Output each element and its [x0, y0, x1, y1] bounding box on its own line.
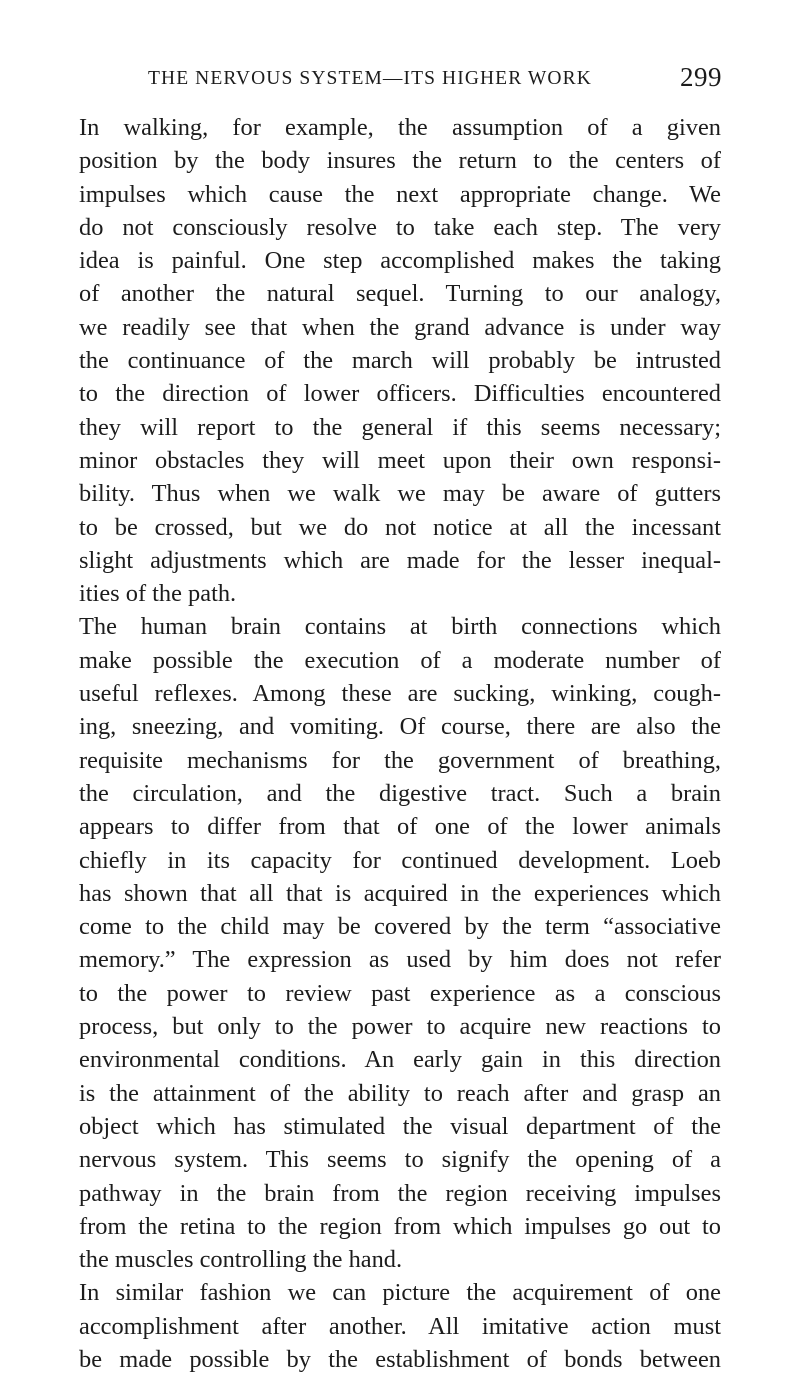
text-line: pathway in the brain from the region receiving impulses: [79, 1179, 721, 1207]
text-line: The human brain contains at birth connections which: [79, 613, 721, 641]
text-line: useful reflexes. Among these are sucking, winking, cough-: [79, 680, 721, 708]
text-line: In walking, for example, the assumption of a given: [79, 114, 721, 141]
text-line: requisite mechanisms for the government of breathing,: [79, 746, 721, 774]
text-line: accomplishment after another. All imitative action must: [79, 1312, 721, 1340]
text-line: be made possible by the establishment of bonds between: [79, 1345, 721, 1373]
text-line: come to the child may be covered by the term “associative: [79, 913, 721, 941]
text-line: has shown that all that is acquired in the experiences which: [79, 879, 721, 907]
text-line: bility. Thus when we walk we may be aware of gutters: [79, 480, 721, 508]
text-line: chiefly in its capacity for continued development. Loeb: [79, 846, 721, 874]
text-line: ing, sneezing, and vomiting. Of course, there are also the: [79, 713, 721, 741]
text-line: to the direction of lower officers. Difficulties encountered: [79, 380, 721, 408]
text-line: they will report to the general if this seems necessary;: [79, 413, 721, 441]
text-line: nervous system. This seems to signify the opening of a: [79, 1146, 721, 1174]
text-line: impulses which cause the next appropriate change. We: [79, 180, 721, 208]
text-line: from the retina to the region from which impulses go out to: [79, 1212, 721, 1240]
body-text: [79, 111, 721, 1376]
text-line: position by the body insures the return to the centers of: [79, 147, 721, 175]
text-line: do not consciously resolve to take each step. The very: [79, 213, 721, 241]
text-line: slight adjustments which are made for the lesser inequal-: [79, 546, 721, 574]
text-line: the continuance of the march will probably be intrusted: [79, 347, 721, 375]
text-line: environmental conditions. An early gain in this direction: [79, 1046, 721, 1074]
text-line: object which has stimulated the visual department of the: [79, 1112, 721, 1140]
page-number: 299: [680, 62, 722, 92]
running-head: [148, 62, 722, 96]
text-line: to be crossed, but we do not notice at all the incessant: [79, 513, 721, 541]
running-title: THE NERVOUS SYSTEM—ITS HIGHER WORK: [148, 68, 592, 89]
text-line: idea is painful. One step accomplished makes the taking: [79, 247, 721, 275]
text-line: process, but only to the power to acquire new reactions to: [79, 1013, 721, 1041]
text-line: In similar fashion we can picture the acquirement of one: [79, 1279, 721, 1307]
text-line: memory.” The expression as used by him does not refer: [79, 946, 721, 974]
text-line: of another the natural sequel. Turning to our analogy,: [79, 280, 721, 308]
text-line: appears to differ from that of one of the lower animals: [79, 813, 721, 841]
text-line: the circulation, and the digestive tract. Such a brain: [79, 779, 721, 807]
text-line: is the attainment of the ability to reach after and grasp an: [79, 1079, 721, 1107]
text-line: the muscles controlling the hand.: [79, 1246, 403, 1274]
text-line: make possible the execution of a moderate number of: [79, 646, 721, 674]
text-line: minor obstacles they will meet upon their own responsi-: [79, 446, 721, 474]
text-line: to the power to review past experience as a conscious: [79, 979, 721, 1007]
text-line: we readily see that when the grand advance is under way: [79, 313, 721, 341]
text-line: ities of the path.: [79, 580, 237, 608]
